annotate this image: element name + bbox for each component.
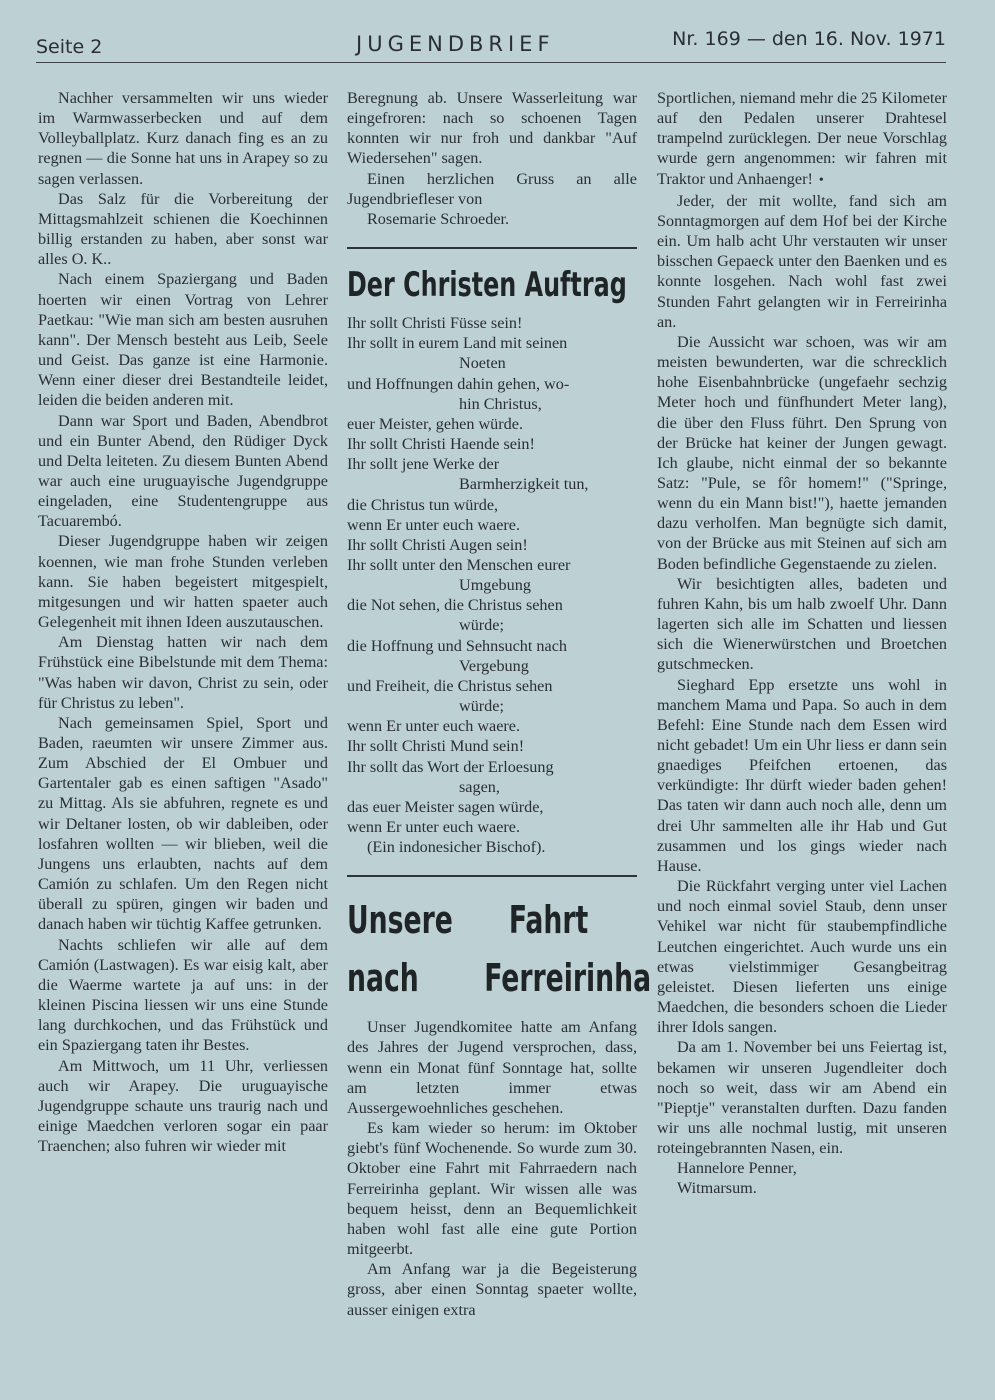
paragraph: Am Dienstag hatten wir nach dem Frühstück eine Bibelstunde mit dem Thema: "Was haben wir davon, Christ zu sein, oder für Christus zu leben".: [38, 633, 328, 712]
poem-line: sagen,: [459, 777, 500, 796]
paragraph: Einen herzlichen Gruss an alle Jugendbriefleser von: [347, 169, 637, 208]
poem-line: Umgebung: [459, 576, 531, 595]
poem-line: die Hoffnung und Sehnsucht nach: [347, 636, 567, 655]
section-divider: [347, 875, 637, 877]
poem-line: Barmherzigkeit tun,: [459, 475, 589, 494]
paragraph: Nachher versammelten wir uns wieder im Warmwasserbecken und auf dem Volleyballplatz. Kurz danach fing es an zu regnen — die Sonne hat uns in Arapey so zu sagen verlassen.: [38, 89, 328, 188]
paragraph: Die Aussicht war schoen, was wir am meisten bewunderten, war die schrecklich hohe Eisenbahnbrücke (ungefaehr sechzig Meter hoch und fünfhundert Meter lang), die über den Fluss führt. Den Sprung von der Brücke hat keiner der Jungen gewagt. Ich glaube, nicht einmal der so bekannte Satz: "Pule, se fôr homem!" ("Springe, wenn du ein Mann bist!"), haette jemanden dazu verholfen. Man begnügte sich damit, von der Brücke aus mit Steinen auf sich am Boden befindliche Gegenstaende zu zielen.: [657, 332, 947, 573]
author-signature-name: Hannelore Penner,: [677, 1159, 797, 1178]
bullet-mark: •: [818, 172, 824, 188]
poem-line: Ihr sollt jene Werke der: [347, 455, 500, 474]
paragraph: Beregnung ab. Unsere Wasserleitung war eingefroren: nach so schoenen Tagen konnten wir nur froh und dankbar "Auf Wiedersehen" sagen.: [347, 89, 637, 168]
paragraph: [657, 88, 947, 191]
paragraph: Jeder, der mit wollte, fand sich am Sonntagmorgen auf dem Hof bei der Kirche ein. Um halb acht Uhr verstauten wir unser bisschen Gepaeck unter den Baenken und es konnte losgehen. Nach wohl fast zwei Stunden Fahrt gelangten wir in Ferreirinha an.: [657, 191, 947, 331]
poem-line: die Christus tun würde,: [347, 495, 499, 514]
poem-line: hin Christus,: [459, 394, 542, 413]
column-middle: [347, 88, 652, 1320]
page-number: Seite 2: [36, 36, 103, 58]
poem-line: Ihr sollt in eurem Land mit seinen: [347, 334, 568, 353]
poem-line: würde;: [459, 616, 504, 635]
poem-line: wenn Er unter euch waere.: [347, 515, 521, 534]
paragraph: Es kam wieder so herum: im Oktober giebt's fünf Wochenende. So wurde zum 30. Oktober eine Fahrt mit Fahrraedern nach Ferreirinha geplant. Wir wissen alle was bequem heisst, denn an Bequemlichkeit haben wohl fast alle eine gute Portion mitgeerbt.: [347, 1119, 637, 1259]
paragraph-text: Sportlichen, niemand mehr die 25 Kilometer auf den Pedalen unserer Drahtesel trampelnd zurücklegen. Der neue Vorschlag wurde gern angenommen: wir fahren mit Traktor und Anhaenger!: [657, 89, 947, 188]
poem-line: wenn Er unter euch waere.: [347, 818, 521, 836]
paragraph: Am Anfang war ja die Begeisterung gross, aber einen Sonntag spaeter wollte, ausser einigen extra: [347, 1260, 637, 1319]
poem-line: Ihr sollt unter den Menschen eurer: [347, 555, 571, 574]
poem-line: die Not sehen, die Christus sehen: [347, 596, 563, 615]
poem-line: würde;: [459, 697, 504, 716]
paragraph: Am Mittwoch, um 11 Uhr, verliessen auch wir Arapey. Die uruguayische Jugendgruppe schaute uns traurig nach und einige Maedchen verloren sogar ein paar Traenchen; also fuhren wir wieder mit: [38, 1056, 328, 1156]
poem-line: und Hoffnungen dahin gehen, wo-: [347, 374, 570, 393]
issue-date: Nr. 169 — den 16. Nov. 1971: [672, 28, 946, 50]
poem-line: Noeten: [459, 354, 506, 373]
page-header: [36, 26, 946, 63]
column-left: [38, 88, 328, 1156]
paragraph: Unser Jugendkomitee hatte am Anfang des Jahres der Jugend versprochen, dass, wenn ein Monat fünf Sonntage hat, sollte am letzten immer etwas Aussergewoehnliches geschehen.: [347, 1018, 637, 1117]
poem-title: Der Christen Auftrag: [347, 265, 627, 306]
poem-line: wenn Er unter euch waere.: [347, 717, 521, 736]
poem-line: euer Meister, gehen würde.: [347, 414, 523, 433]
paragraph: Nachts schliefen wir alle auf dem Camión (Lastwagen). Es war eisig kalt, aber die Waerme wartete ja auf uns: in der kleinen Piscina liessen wir uns eine Stunde lang durchkochen, und das Frühstück und ein Spaziergang taten ihr Bestes.: [38, 935, 328, 1055]
poem-line: Ihr sollt Christi Haende sein!: [347, 435, 535, 454]
poem-line: und Freiheit, die Christus sehen: [347, 676, 553, 695]
paragraph: Die Rückfahrt verging unter viel Lachen und noch einmal soviel Staub, denn unser Vehikel war nicht für staubempfindliche Leutchen eingerichtet. Auch wurde uns ein etwas vielstimmiger Gesangbeitrag geleistet. Diesen lieferten uns einige Maedchen, die besonders schoen die Lieder ihrer Idols sangen.: [657, 877, 947, 1037]
column-right: [657, 88, 947, 1199]
paragraph: Das Salz für die Vorbereitung der Mittagsmahlzeit schienen die Koechinnen billig erstanden zu haben, aber sonst war alles O. K..: [38, 189, 328, 269]
paragraph: Dieser Jugendgruppe haben wir zeigen koennen, wie man frohe Stunden verleben kann. Sie haben begeistert mitgespielt, mitgesungen und wir hatten spaeter auch Gelegenheit mit ihnen Ideen auszutauschen.: [38, 532, 328, 632]
poem-line: Ihr sollt Christi Mund sein!: [347, 737, 525, 756]
publication-title: JUGENDBRIEF: [356, 32, 555, 56]
poem: [347, 313, 637, 837]
poem-line: das euer Meister sagen würde,: [347, 797, 544, 816]
author-signature: Rosemarie Schroeder.: [367, 209, 510, 228]
poem-line: Vergebung: [459, 656, 529, 675]
poem-line: Ihr sollt Christi Füsse sein!: [347, 314, 523, 333]
article-title-line1: Unsere Fahrt: [347, 898, 589, 943]
paragraph: Da am 1. November bei uns Feiertag ist, bekamen wir unseren Jugendleiter doch noch so weit, dass wir am Abend ein "Pieptje" veranstalten durften. Dazu fanden wir uns alle nochmal lustig, mit unseren roteingebrannten Nasen, ein.: [657, 1038, 947, 1158]
poem-attribution: (Ein indonesicher Bischof).: [367, 838, 546, 857]
paragraph: Dann war Sport und Baden, Abendbrot und ein Bunter Abend, den Rüdiger Dyck und Delta leiteten. Zu diesem Bunten Abend war auch eine uruguayische Jugendgruppe eingeladen, eine Studentengruppe aus Tacuarembó.: [38, 411, 328, 531]
poem-line: Ihr sollt Christi Augen sein!: [347, 535, 528, 554]
paragraph: Nach einem Spaziergang und Baden hoerten wir einen Vortrag von Lehrer Paetkau: "Wie man sich am besten ausruhen kann". Der Mensch besteht aus Leib, Seele und Geist. Das ganze ist eine Harmonie. Wenn einer dieser drei Bestandteile leidet, leiden die beiden anderen mit.: [38, 270, 328, 410]
poem-line: Ihr sollt das Wort der Erloesung: [347, 757, 554, 776]
paragraph: Nach gemeinsamen Spiel, Sport und Baden, raeumten wir unsere Zimmer aus. Zum Abschied der El Ombuer und Gartentaler gab es einen saftigen "Asado" zu Mittag. Als sie abfuhren, regnete es und wir Deltaner losten, ob wir dableiben, oder losfahren wollten — wir blieben, weil die Jungens uns erlaubten, nachts auf dem Camión zu schlafen. Um den Regen nicht überall zu spüren, gingen wir baden und danach haben wir tüchtig Kaffee getrunken.: [38, 713, 328, 934]
section-divider: [347, 247, 637, 249]
paragraph: Wir besichtigten alles, badeten und fuhren Kahn, bis um halb zwoelf Uhr. Dann lagerten sich alle im Schatten und liessen sich die Wienerwürstchen und Broetchen gutschmecken.: [657, 574, 947, 674]
paragraph: Sieghard Epp ersetzte uns wohl in manchem Mama und Papa. So auch in dem Befehl: Eine Stunde nach dem Essen wird nicht gebadet! Um ein Uhr liess er dann sein gnaediges Pfeifchen ertoenen, das verkündigte: Ihr dürft wieder baden gehen! Das taten wir dann auch noch alle, denn um drei Uhr sammelten alle ihr Hab und Gut zusammen und los gings wieder nach Hause.: [657, 675, 947, 875]
article-title-line2: nach Ferreirinha: [347, 956, 652, 1001]
author-signature-place: Witmarsum.: [677, 1179, 757, 1198]
